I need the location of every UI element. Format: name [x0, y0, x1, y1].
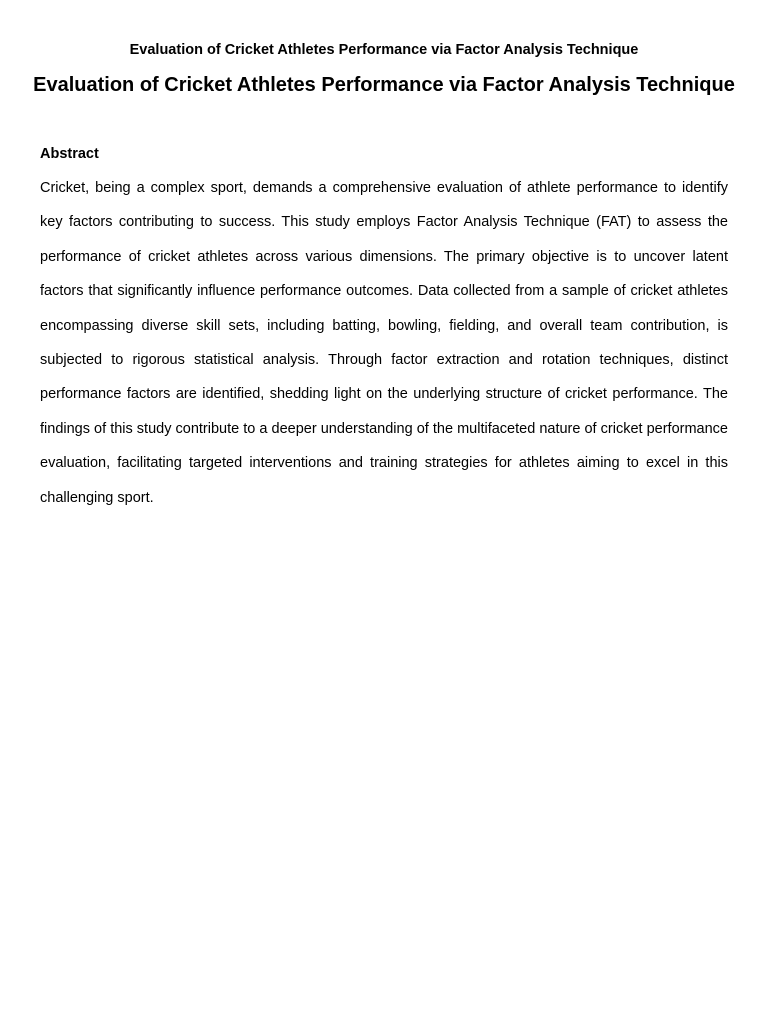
abstract-heading: Abstract [40, 146, 99, 162]
abstract-body: Cricket, being a complex sport, demands a comprehensive evaluation of athlete performance to identify key factors contributing to success. This study employs Factor Analysis Technique (FAT) to assess the performance of cricket athletes across various dimensions. The primary objective is to uncover latent factors that significantly influence performance outcomes. Data collected from a sample of cricket athletes encompassing diverse skill sets, including batting, bowling, fielding, and overall team contribution, is subjected to rigorous statistical analysis. Through factor extraction and rotation techniques, distinct performance factors are identified, shedding light on the underlying structure of cricket performance. The findings of this study contribute to a deeper understanding of the multifaceted nature of cricket performance evaluation, facilitating targeted interventions and training strategies for athletes aiming to excel in this challenging sport. [40, 180, 728, 506]
running-header: Evaluation of Cricket Athletes Performance via Factor Analysis Technique [129, 42, 639, 58]
paper-title: Evaluation of Cricket Athletes Performance via Factor Analysis Technique [33, 74, 735, 96]
